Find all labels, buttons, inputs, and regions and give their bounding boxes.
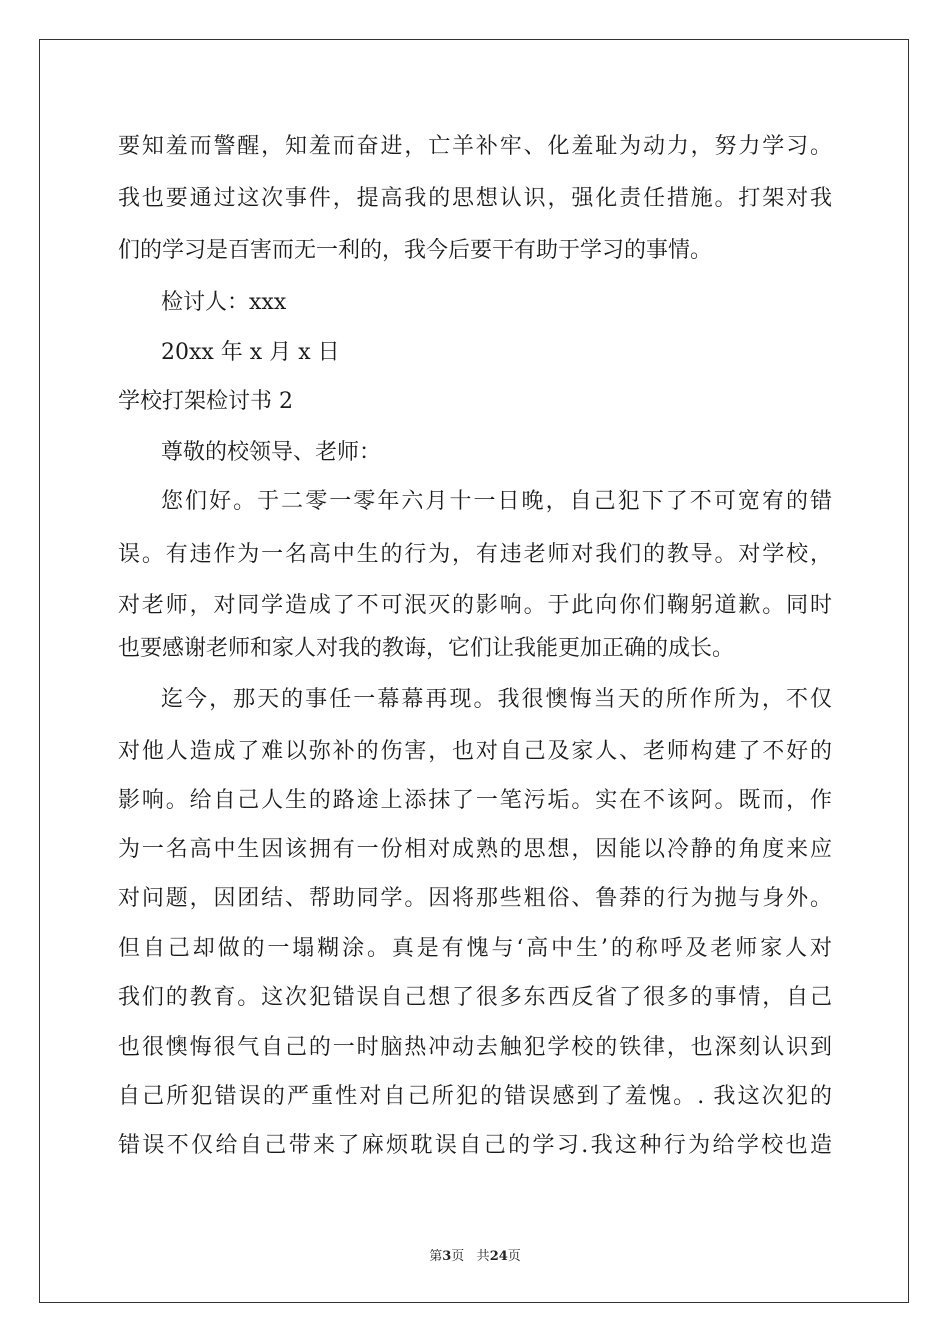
text-line: 对他人造成了难以弥补的伤害，也对自己及家人、老师构建了不好的 — [118, 739, 832, 764]
page-border — [39, 39, 909, 1303]
text-line: 要知羞而警醒，知羞而奋进，亡羊补牢、化羞耻为动力，努力学习。 — [118, 134, 832, 159]
text-line: 错误不仅给自己带来了麻烦耽误自己的学习.我这种行为给学校也造 — [118, 1133, 832, 1158]
date-line: 20xx 年 x 月 x 日 — [161, 340, 340, 365]
text-line: 我们的教育。这次犯错误自己想了很多东西反省了很多的事情，自己 — [118, 985, 832, 1010]
total-unit: 页 — [507, 1249, 521, 1264]
text-line: 自己所犯错误的严重性对自己所犯的错误感到了羞愧。. 我这次犯的 — [118, 1084, 832, 1109]
text-line: 也很懊悔很气自己的一时脑热冲动去触犯学校的铁律，也深刻认识到 — [118, 1035, 832, 1060]
text-line: 误。有违作为一名高中生的行为，有违老师对我们的教导。对学校， — [118, 542, 832, 567]
text-line: 但自己却做的一塌糊涂。真是有愧与‘高中生’的称呼及老师家人对 — [118, 936, 832, 961]
signer-line: 检讨人：xxx — [161, 290, 287, 315]
text-line: 为一名高中生因该拥有一份相对成熟的思想，因能以冷静的角度来应 — [118, 837, 832, 862]
section-title: 学校打架检讨书 2 — [118, 389, 293, 414]
text-line: 迄今，那天的事任一幕幕再现。我很懊悔当天的所作所为，不仅 — [161, 687, 832, 712]
page-number: 3 — [442, 1249, 452, 1264]
text-line: 们的学习是百害而无一利的，我今后要干有助于学习的事情。 — [118, 238, 713, 263]
text-line: 对老师，对同学造成了不可泯灭的影响。于此向你们鞠躬道歉。同时 — [118, 593, 832, 618]
page-footer — [0, 1248, 950, 1266]
text-line: 对问题，因团结、帮助同学。因将那些粗俗、鲁莽的行为抛与身外。 — [118, 886, 832, 911]
page-prefix: 第 — [429, 1249, 443, 1264]
salutation: 尊敬的校领导、老师： — [161, 440, 382, 465]
page-total: 24 — [489, 1249, 508, 1264]
text-line: 也要感谢老师和家人对我的教诲，它们让我能更加正确的成长。 — [118, 636, 735, 661]
page-unit: 页 — [451, 1249, 465, 1264]
text-line: 我也要通过这次事件，提高我的思想认识，强化责任措施。打架对我 — [118, 186, 832, 211]
text-line: 您们好。于二零一零年六月十一日晚，自己犯下了不可宽宥的错 — [161, 489, 832, 514]
total-prefix: 共 — [476, 1249, 490, 1264]
text-line: 影响。给自己人生的路途上添抹了一笔污垢。实在不该阿。既而，作 — [118, 788, 832, 813]
